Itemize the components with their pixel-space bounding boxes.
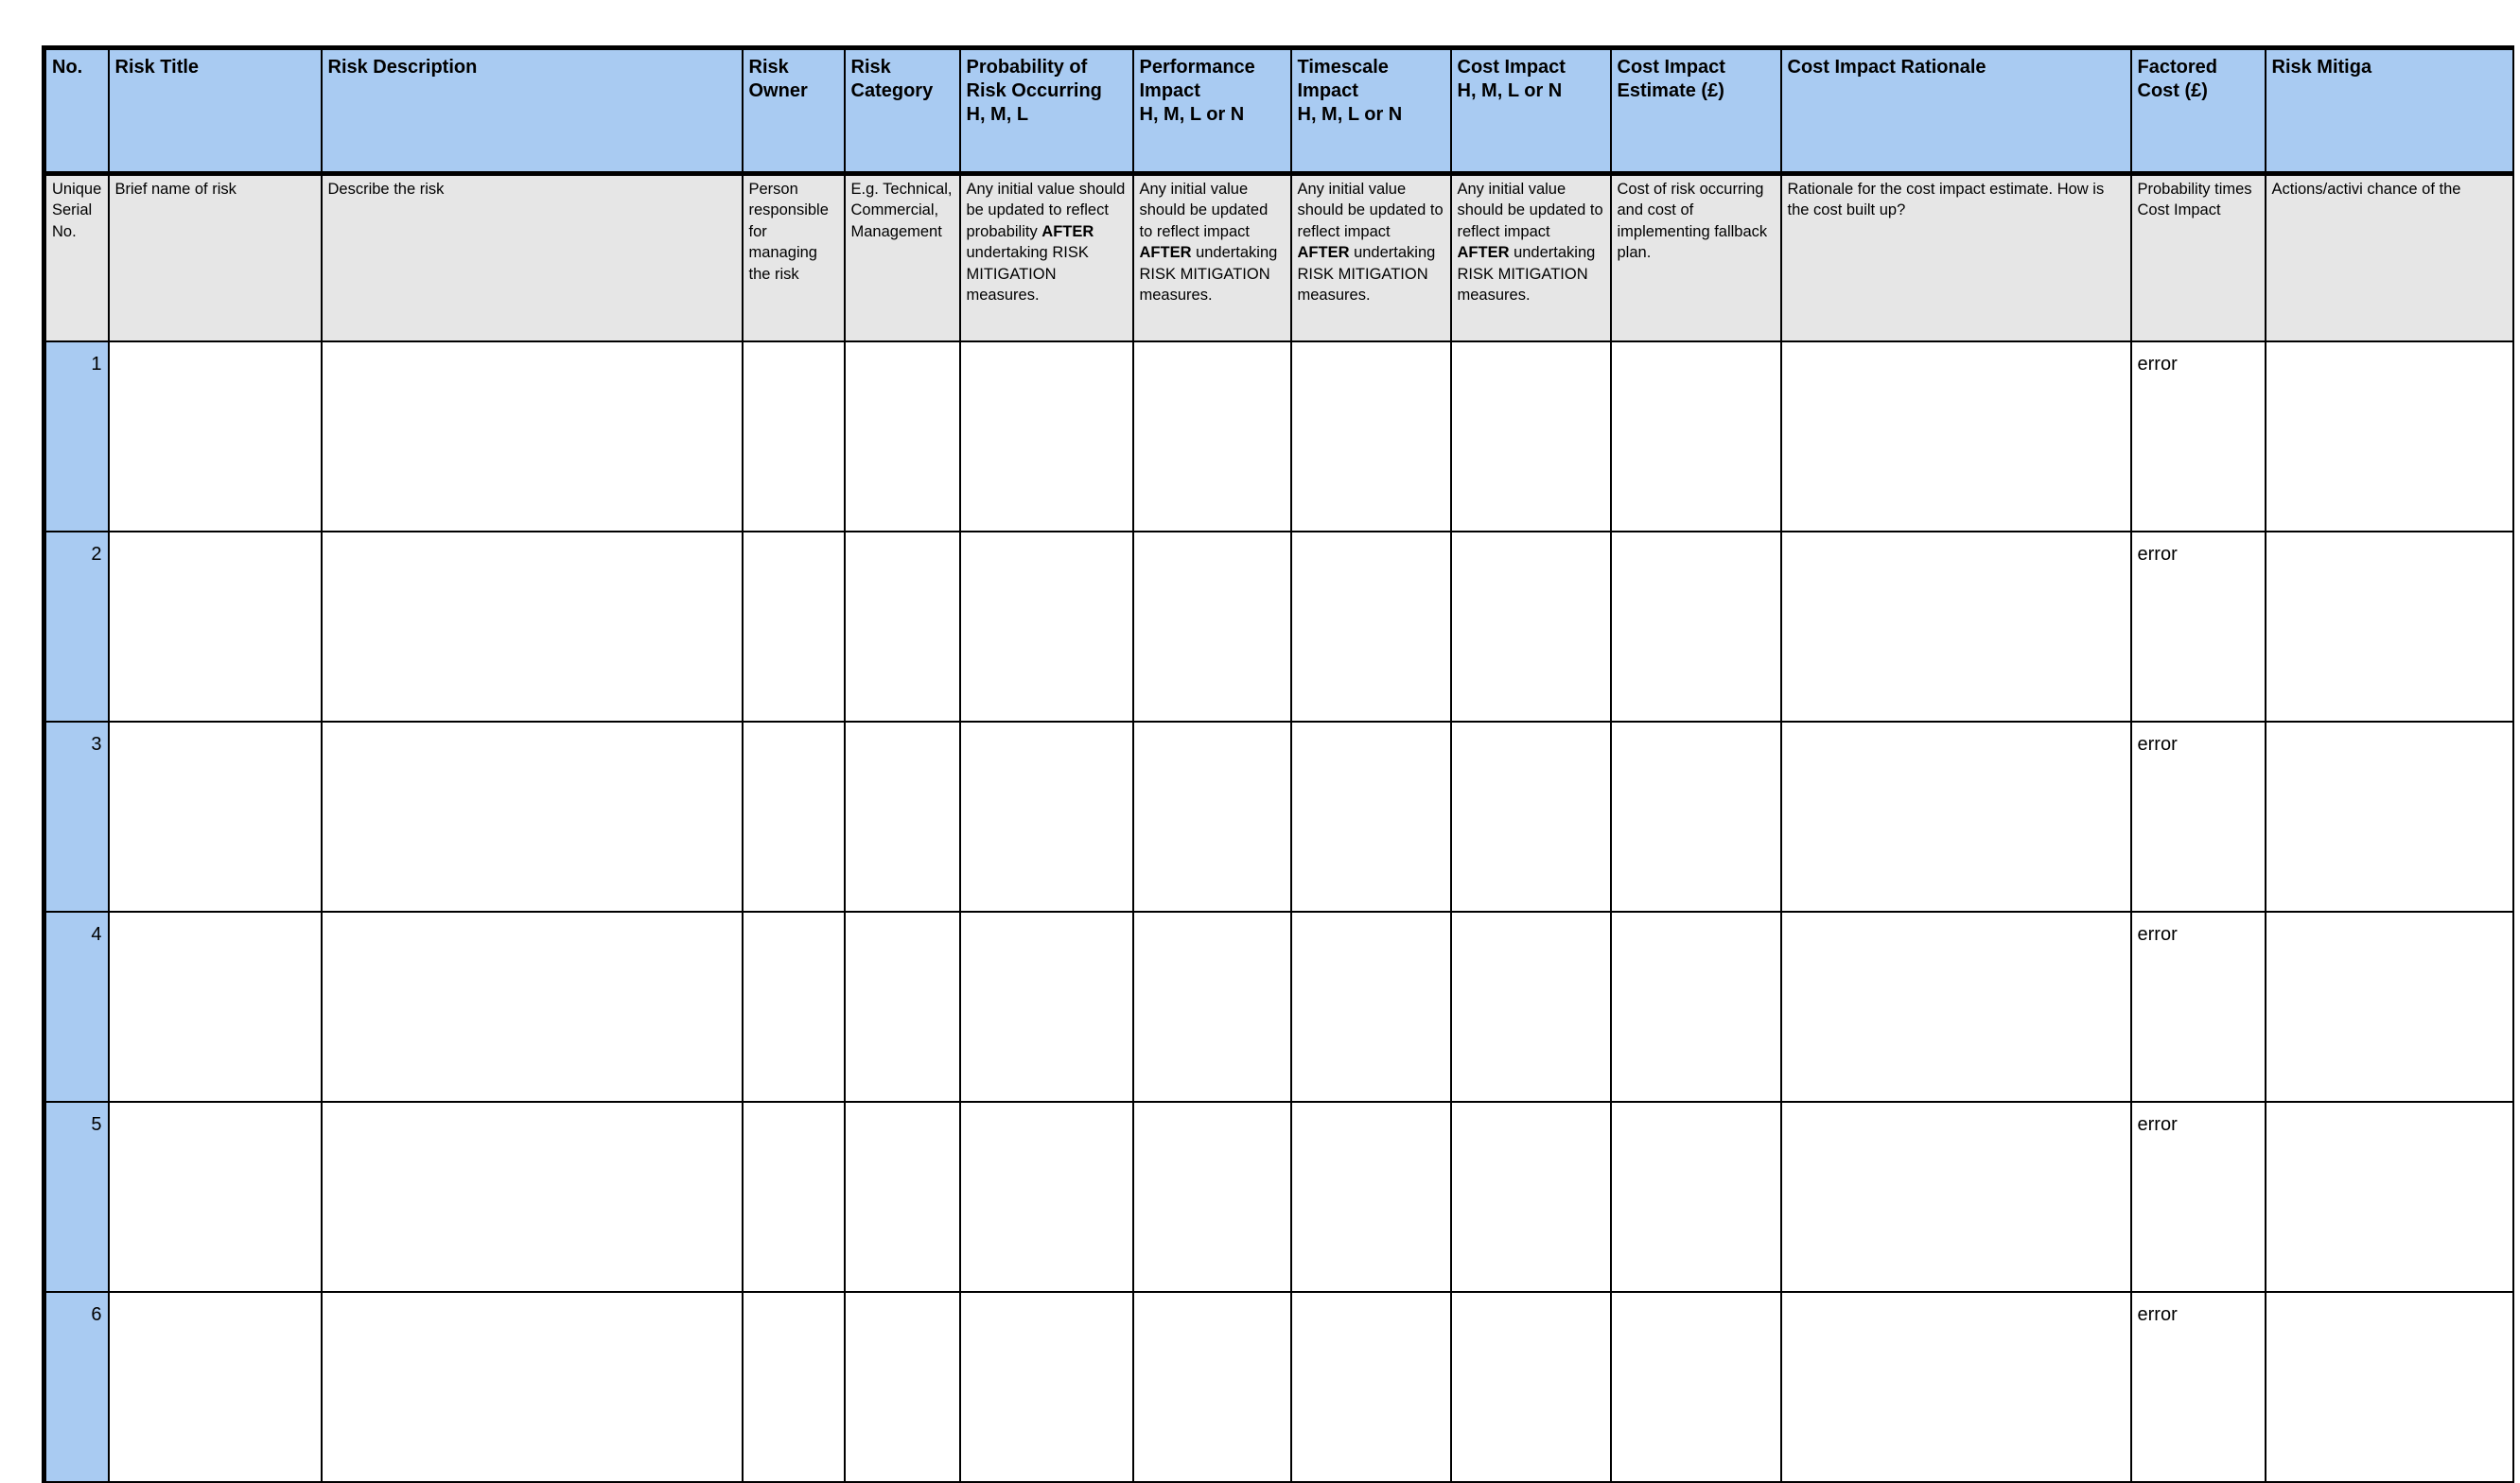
column-description-text	[846, 176, 959, 242]
column-description-probability[interactable]	[960, 174, 1133, 342]
cell-risk-owner[interactable]	[743, 912, 845, 1102]
cell-risk-owner[interactable]	[743, 341, 845, 532]
row-serial-number: 5	[91, 1114, 102, 1135]
column-header-risk-description[interactable]	[322, 48, 743, 174]
description-fragment: Rationale for the cost impact estimate. How is the cost built up?	[1787, 181, 2105, 219]
description-fragment: undertaking RISK MITIGATION measures.	[966, 244, 1089, 305]
cell-risk-description[interactable]	[322, 1102, 743, 1292]
column-description-text	[1782, 176, 2130, 221]
column-header-row	[44, 48, 2513, 174]
cell-risk-description[interactable]	[322, 722, 743, 912]
cell-probability[interactable]	[960, 532, 1133, 722]
cell-risk-owner[interactable]	[743, 1292, 845, 1482]
cell-cost-impact-rationale[interactable]	[1781, 1102, 2131, 1292]
column-description-text	[744, 176, 844, 285]
cell-cost-impact-rationale[interactable]	[1781, 722, 2131, 912]
cell-risk-mitigation[interactable]	[2266, 912, 2513, 1102]
column-header-label: Cost Impact Estimate (£)	[1617, 57, 1725, 101]
description-fragment: E.g. Technical, Commercial, Management	[850, 181, 953, 240]
column-description-risk-owner[interactable]	[743, 174, 845, 342]
cell-timescale-impact[interactable]	[1291, 912, 1451, 1102]
column-description-performance-impact[interactable]	[1133, 174, 1291, 342]
column-description-text	[323, 176, 742, 200]
column-description-cost-impact-estimate[interactable]	[1611, 174, 1781, 342]
cell-cost-impact[interactable]	[1451, 1102, 1611, 1292]
column-description-cost-impact-rationale[interactable]	[1781, 174, 2131, 342]
cell-cost-impact[interactable]	[1451, 532, 1611, 722]
row-serial-number: 2	[91, 544, 102, 565]
cell-no[interactable]	[44, 1292, 109, 1482]
description-fragment: undertaking RISK MITIGATION measures.	[1457, 244, 1596, 305]
column-header-cost-impact-estimate[interactable]	[1611, 48, 1781, 174]
column-header-factored-cost[interactable]	[2131, 48, 2266, 174]
cell-timescale-impact[interactable]	[1291, 341, 1451, 532]
cell-factored-cost[interactable]	[2131, 912, 2266, 1102]
risk-register-sheet	[42, 45, 2461, 1347]
table-row	[44, 912, 2513, 1102]
cell-risk-title[interactable]	[109, 1102, 322, 1292]
description-fragment: Actions/activi chance of the	[2271, 181, 2461, 198]
cell-cost-impact-estimate[interactable]	[1611, 1102, 1781, 1292]
column-header-label: Risk Mitiga	[2271, 57, 2372, 78]
cell-risk-category[interactable]	[845, 532, 960, 722]
description-emphasis: AFTER	[1041, 222, 1094, 240]
factored-cost-value: error	[2137, 734, 2178, 755]
factored-cost-value: error	[2137, 1114, 2178, 1135]
cell-no[interactable]	[44, 912, 109, 1102]
column-description-no[interactable]	[44, 174, 109, 342]
column-header-label: Risk Owner	[748, 57, 808, 101]
cell-cost-impact-estimate[interactable]	[1611, 912, 1781, 1102]
description-emphasis: AFTER	[1457, 244, 1510, 262]
description-fragment: Unique Serial No.	[52, 181, 102, 240]
cell-no[interactable]	[44, 722, 109, 912]
cell-probability[interactable]	[960, 1102, 1133, 1292]
cell-no[interactable]	[44, 532, 109, 722]
column-description-factored-cost[interactable]	[2131, 174, 2266, 342]
column-header-label: No.	[52, 57, 83, 78]
cell-risk-mitigation[interactable]	[2266, 1292, 2513, 1482]
column-description-row	[44, 174, 2513, 342]
cell-risk-title[interactable]	[109, 532, 322, 722]
cell-factored-cost[interactable]	[2131, 341, 2266, 532]
cell-cost-impact-estimate[interactable]	[1611, 1292, 1781, 1482]
cell-risk-mitigation[interactable]	[2266, 1102, 2513, 1292]
cell-performance-impact[interactable]	[1133, 912, 1291, 1102]
column-description-text	[110, 176, 321, 200]
cell-risk-category[interactable]	[845, 1292, 960, 1482]
table-row	[44, 1292, 2513, 1482]
column-description-text	[1134, 176, 1290, 305]
cell-risk-mitigation[interactable]	[2266, 722, 2513, 912]
column-header-probability[interactable]	[960, 48, 1133, 174]
cell-cost-impact[interactable]	[1451, 722, 1611, 912]
column-header-label: Performance Impact H, M, L or N	[1139, 57, 1255, 125]
cell-performance-impact[interactable]	[1133, 1292, 1291, 1482]
column-header-cost-impact-rationale[interactable]	[1781, 48, 2131, 174]
column-header-performance-impact[interactable]	[1133, 48, 1291, 174]
description-emphasis: AFTER	[1297, 244, 1350, 262]
cell-risk-title[interactable]	[109, 341, 322, 532]
column-description-risk-title[interactable]	[109, 174, 322, 342]
column-header-label: Factored Cost (£)	[2137, 57, 2217, 101]
cell-cost-impact[interactable]	[1451, 912, 1611, 1102]
column-description-timescale-impact[interactable]	[1291, 174, 1451, 342]
table-row	[44, 722, 2513, 912]
description-fragment: Probability times Cost Impact	[2137, 181, 2252, 219]
cell-probability[interactable]	[960, 912, 1133, 1102]
cell-performance-impact[interactable]	[1133, 1102, 1291, 1292]
cell-risk-title[interactable]	[109, 1292, 322, 1482]
cell-risk-description[interactable]	[322, 341, 743, 532]
cell-cost-impact-rationale[interactable]	[1781, 532, 2131, 722]
cell-timescale-impact[interactable]	[1291, 722, 1451, 912]
cell-cost-impact-estimate[interactable]	[1611, 722, 1781, 912]
column-description-text	[1292, 176, 1450, 305]
cell-factored-cost[interactable]	[2131, 722, 2266, 912]
column-header-timescale-impact[interactable]	[1291, 48, 1451, 174]
column-header-label: Risk Category	[850, 57, 934, 101]
column-header-risk-mitigation[interactable]	[2266, 48, 2513, 174]
cell-risk-mitigation[interactable]	[2266, 532, 2513, 722]
table-row	[44, 341, 2513, 532]
risk-register-table	[42, 45, 2514, 1483]
cell-timescale-impact[interactable]	[1291, 1102, 1451, 1292]
description-fragment: Brief name of risk	[114, 181, 236, 198]
column-description-cost-impact[interactable]	[1451, 174, 1611, 342]
column-description-risk-mitigation[interactable]	[2266, 174, 2513, 342]
column-header-label: Cost Impact H, M, L or N	[1457, 57, 1566, 101]
column-header-risk-title[interactable]	[109, 48, 322, 174]
row-serial-number: 1	[91, 354, 102, 375]
column-description-risk-category[interactable]	[845, 174, 960, 342]
cell-cost-impact-rationale[interactable]	[1781, 912, 2131, 1102]
cell-timescale-impact[interactable]	[1291, 1292, 1451, 1482]
cell-risk-owner[interactable]	[743, 1102, 845, 1292]
cell-risk-description[interactable]	[322, 532, 743, 722]
cell-cost-impact-rationale[interactable]	[1781, 1292, 2131, 1482]
cell-probability[interactable]	[960, 341, 1133, 532]
column-header-label: Risk Title	[114, 57, 200, 78]
cell-factored-cost[interactable]	[2131, 532, 2266, 722]
cell-risk-mitigation[interactable]	[2266, 341, 2513, 532]
column-description-text	[2132, 176, 2265, 221]
cell-cost-impact-estimate[interactable]	[1611, 341, 1781, 532]
sheet-viewport	[42, 45, 2520, 1370]
cell-risk-category[interactable]	[845, 341, 960, 532]
cell-cost-impact-estimate[interactable]	[1611, 532, 1781, 722]
description-fragment: Any initial value should be updated to reflect probability	[966, 181, 1126, 240]
cell-risk-category[interactable]	[845, 722, 960, 912]
description-fragment: Person responsible for managing the risk	[748, 181, 829, 283]
description-fragment: Describe the risk	[327, 181, 445, 198]
description-fragment: Any initial value should be updated to reflect impact	[1139, 181, 1269, 240]
cell-risk-owner[interactable]	[743, 722, 845, 912]
factored-cost-value: error	[2137, 354, 2178, 375]
description-fragment: Cost of risk occurring and cost of implementing fallback plan.	[1617, 181, 1768, 262]
column-description-text	[1612, 176, 1780, 264]
cell-risk-title[interactable]	[109, 722, 322, 912]
factored-cost-value: error	[2137, 924, 2178, 945]
cell-risk-category[interactable]	[845, 1102, 960, 1292]
description-fragment: Any initial value should be updated to reflect impact	[1457, 181, 1603, 240]
cell-performance-impact[interactable]	[1133, 341, 1291, 532]
cell-factored-cost[interactable]	[2131, 1292, 2266, 1482]
factored-cost-value: error	[2137, 1304, 2178, 1325]
column-description-text	[2266, 176, 2512, 200]
cell-risk-owner[interactable]	[743, 532, 845, 722]
column-header-cost-impact[interactable]	[1451, 48, 1611, 174]
cell-no[interactable]	[44, 341, 109, 532]
cell-no[interactable]	[44, 1102, 109, 1292]
column-description-text	[46, 176, 108, 242]
column-header-risk-owner[interactable]	[743, 48, 845, 174]
cell-performance-impact[interactable]	[1133, 532, 1291, 722]
cell-cost-impact[interactable]	[1451, 341, 1611, 532]
cell-risk-description[interactable]	[322, 912, 743, 1102]
description-fragment: Any initial value should be updated to reflect impact	[1297, 181, 1444, 240]
row-serial-number: 6	[91, 1304, 102, 1325]
column-header-label: Timescale Impact H, M, L or N	[1297, 57, 1403, 125]
row-serial-number: 3	[91, 734, 102, 755]
cell-risk-category[interactable]	[845, 912, 960, 1102]
column-header-no[interactable]	[44, 48, 109, 174]
factored-cost-value: error	[2137, 544, 2178, 565]
cell-probability[interactable]	[960, 1292, 1133, 1482]
cell-timescale-impact[interactable]	[1291, 532, 1451, 722]
cell-factored-cost[interactable]	[2131, 1102, 2266, 1292]
cell-probability[interactable]	[960, 722, 1133, 912]
column-description-text	[961, 176, 1132, 305]
column-header-label: Probability of Risk Occurring H, M, L	[966, 57, 1102, 125]
description-fragment: undertaking RISK MITIGATION measures.	[1139, 244, 1278, 305]
column-header-label: Risk Description	[327, 57, 478, 78]
cell-cost-impact[interactable]	[1451, 1292, 1611, 1482]
cell-performance-impact[interactable]	[1133, 722, 1291, 912]
description-fragment: undertaking RISK MITIGATION measures.	[1297, 244, 1436, 305]
table-row	[44, 532, 2513, 722]
column-header-risk-category[interactable]	[845, 48, 960, 174]
row-serial-number: 4	[91, 924, 102, 945]
column-description-text	[1452, 176, 1610, 305]
cell-risk-title[interactable]	[109, 912, 322, 1102]
column-header-label: Cost Impact Rationale	[1787, 57, 1986, 78]
cell-cost-impact-rationale[interactable]	[1781, 341, 2131, 532]
description-emphasis: AFTER	[1139, 244, 1192, 262]
table-row	[44, 1102, 2513, 1292]
column-description-risk-description[interactable]	[322, 174, 743, 342]
cell-risk-description[interactable]	[322, 1292, 743, 1482]
